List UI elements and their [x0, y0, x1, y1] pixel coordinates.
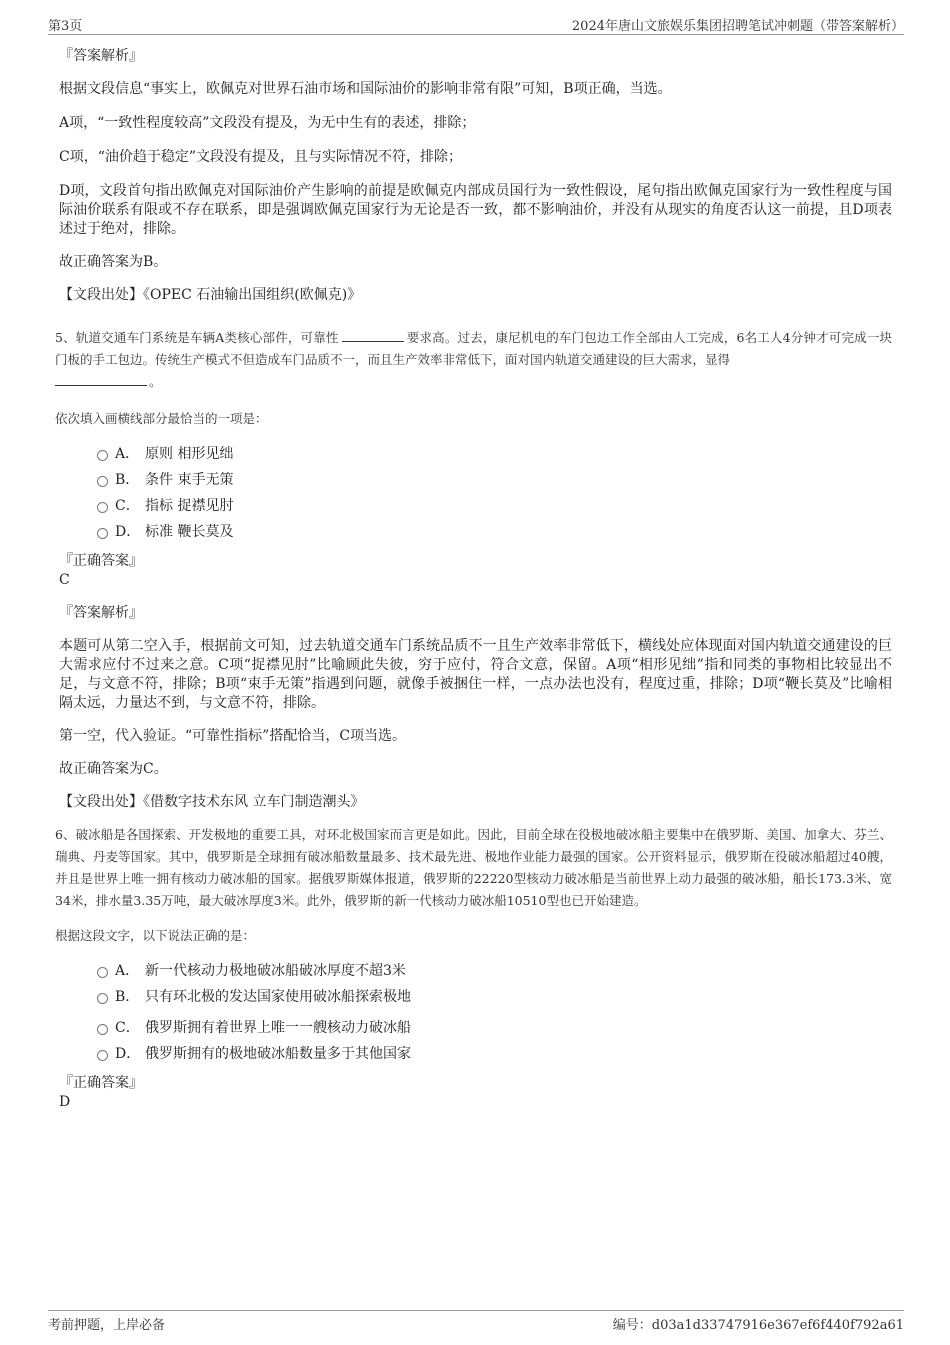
option-b[interactable]: B． 条件 束手无策 — [97, 467, 892, 493]
analysis-paragraph: 本题可从第二空入手，根据前文可知，过去轨道交通车门系统品质不一且生产效率非常低下，横线处应体现面对国内轨道交通建设的巨大需求应付不过来之意。C项“捉襟见肘”比喻顾此失彼，穷于应付，符合文意，保留。A项“相形见绌”指和同类的事物相比较显出不足，与文意不符，排除；B项“束手无策”指遇到问题，就像手被捆住一样，一点办法也没有，程度过重，排除；D项“鞭长莫及”比喻相隔太远，力量达不到，与文意不符，排除。 — [59, 638, 892, 711]
document-code: 编号：d03a1d33747916e367ef6f440f792a61 — [612, 1318, 904, 1333]
correct-answer: C — [59, 572, 70, 588]
radio-button[interactable] — [97, 450, 108, 461]
radio-button[interactable] — [97, 528, 108, 539]
analysis-label: 『答案解析』 — [59, 48, 143, 64]
page-number: 第3页 — [48, 19, 83, 34]
option-list — [97, 441, 892, 545]
source-citation: 【文段出处】《借数字技术东风 立车门制造潮头》 — [59, 794, 365, 810]
option-list — [97, 958, 892, 1067]
radio-button[interactable] — [97, 993, 108, 1004]
question-5 — [55, 327, 892, 812]
option-c[interactable]: C． 俄罗斯拥有着世界上唯一一艘核动力破冰船 — [97, 1015, 892, 1041]
page-content — [55, 46, 892, 1125]
option-d[interactable]: D． 俄罗斯拥有的极地破冰船数量多于其他国家 — [97, 1041, 892, 1067]
option-c[interactable]: C． 指标 捉襟见肘 — [97, 493, 892, 519]
page-footer — [48, 1310, 904, 1335]
analysis-paragraph: 第一空，代入验证。“可靠性指标”搭配恰当，C项当选。 — [59, 728, 407, 744]
radio-button[interactable] — [97, 1050, 108, 1061]
fill-blank — [342, 329, 404, 342]
answer-label: 『正确答案』 — [59, 553, 143, 569]
radio-button[interactable] — [97, 1024, 108, 1035]
radio-button[interactable] — [97, 476, 108, 487]
radio-button[interactable] — [97, 502, 108, 513]
document-title: 2024年唐山文旅娱乐集团招聘笔试冲刺题（带答案解析） — [571, 19, 904, 34]
analysis-paragraph: C项，“油价趋于稳定”文段没有提及，且与实际情况不符，排除； — [59, 149, 463, 165]
analysis-paragraph: D项，文段首句指出欧佩克对国际油价产生影响的前提是欧佩克内部成员国行为一致性假设，尾句指出欧佩克国家行为一致性程度与国际油价联系有限或不存在联系，即是强调欧佩克国家行为无论是否一致，都不影响油价，并没有从现实的角度否认这一前提，且D项表述过于绝对，排除。 — [59, 183, 892, 237]
analysis-label: 『答案解析』 — [59, 605, 143, 621]
fill-blank — [55, 373, 147, 386]
q4-analysis — [55, 46, 892, 305]
analysis-paragraph: 故正确答案为B。 — [59, 254, 168, 270]
source-citation: 【文段出处】《OPEC 石油输出国组织(欧佩克)》 — [59, 287, 362, 303]
option-a[interactable]: A． 新一代核动力极地破冰船破冰厚度不超3米 — [97, 958, 892, 984]
question-instruction: 依次填入画横线部分最恰当的一项是： — [55, 411, 268, 426]
option-a[interactable]: A． 原则 相形见绌 — [97, 441, 892, 467]
answer-label: 『正确答案』 — [59, 1075, 143, 1091]
analysis-paragraph: A项，“一致性程度较高”文段没有提及，为无中生有的表述，排除； — [59, 115, 476, 131]
page-header — [48, 14, 904, 35]
question-6 — [55, 824, 892, 1111]
question-instruction: 根据这段文字，以下说法正确的是： — [55, 928, 256, 943]
correct-answer: D — [59, 1094, 71, 1110]
analysis-paragraph: 根据文段信息“事实上，欧佩克对世界石油市场和国际油价的影响非常有限”可知，B项正确，当选。 — [59, 81, 672, 97]
question-stem: 6、破冰船是各国探索、开发极地的重要工具，对环北极国家而言更是如此。因此，目前全球在役极地破冰船主要集中在俄罗斯、美国、加拿大、芬兰、瑞典、丹麦等国家。其中，俄罗斯是全球拥有破冰船数量最多、技术最先进、极地作业能力最强的国家。公开资料显示，俄罗斯在役破冰船超过40艘，并且是世界上唯一拥有核动力破冰船的国家。据俄罗斯媒体报道，俄罗斯的22220型核动力破冰船是当前世界上动力最强的破冰船，船长173.3米、宽34米，排水量3.35万吨，最大破冰厚度3米。此外，俄罗斯的新一代核动力破冰船10510型也已开始建造。 — [55, 827, 892, 908]
analysis-paragraph: 故正确答案为C。 — [59, 761, 168, 777]
footer-note: 考前押题，上岸必备 — [48, 1318, 166, 1333]
option-d[interactable]: D． 标准 鞭长莫及 — [97, 519, 892, 545]
radio-button[interactable] — [97, 967, 108, 978]
option-b[interactable]: B． 只有环北极的发达国家使用破冰船探索极地 — [97, 984, 892, 1010]
question-stem: 5、轨道交通车门系统是车辆A类核心部件，可靠性 要求高。过去，康尼机电的车门包边工作全部由人工完成，6名工人4分钟才可完成一块门板的手工包边。传统生产模式不但造成车门品质不一，而且生产效率非常低下，面对国内轨道交通建设的巨大需求，显得 。 — [55, 330, 892, 389]
